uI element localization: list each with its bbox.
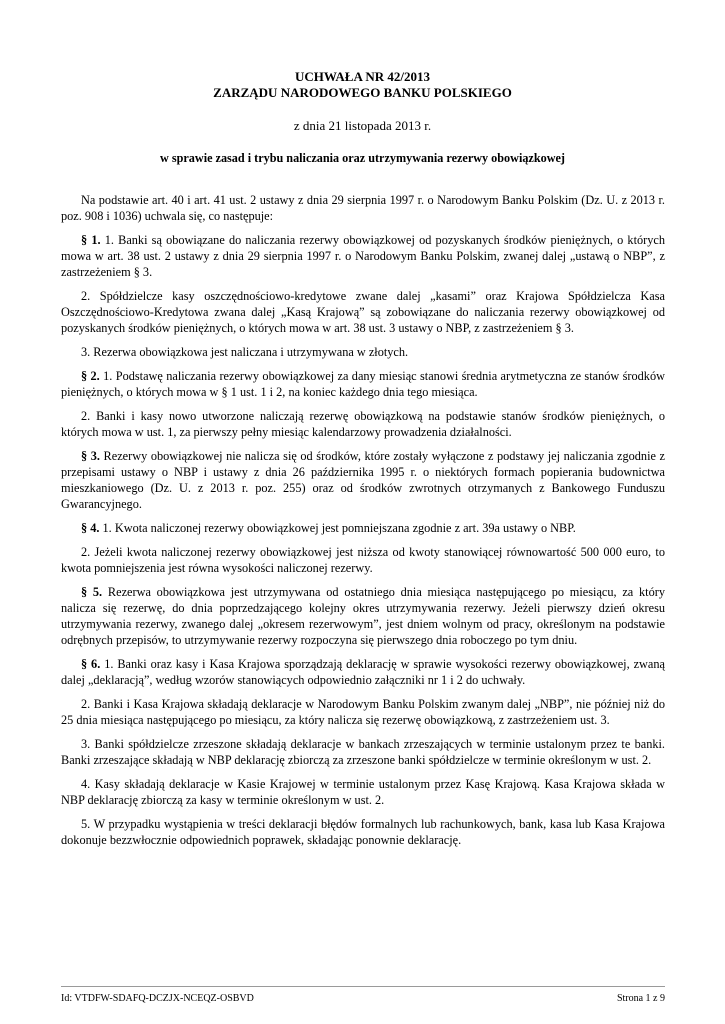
paragraph-s2-2: 2. Banki i kasy nowo utworzone naliczają rezerwę obowiązkową na podstawie stanów środków pieniężnych, o których mowa w ust. 1, za pierwszy pełny miesiąc kalendarzowy prowadzenia działalności. xyxy=(61,409,665,439)
paragraph-s6-5: 5. W przypadku wystąpienia w treści deklaracji błędów formalnych lub rachunkowych, bank, kasa lub Kasa Krajowa dokonuje bezzwłocznie odpowiednich poprawek, składając ponownie deklarację. xyxy=(61,817,665,847)
section-mark: § 1. xyxy=(81,233,101,247)
section-mark: § 3. xyxy=(81,449,100,463)
section-mark: § 6. xyxy=(81,657,101,671)
section-mark: § 5. xyxy=(81,585,103,599)
paragraph-s3: § 3. Rezerwy obowiązkowej nie nalicza się od środków, które zostały wyłączone z podstawy jej naliczania zgodnie z przepisami ustawy o NBP i ustawy z dnia 26 października 1995 r. o niektórych formach popierania budownictwa mieszkaniowego (Dz. U. z 2013 r. poz. 255) oraz od środków zwrotnych otrzymanych z Bankowego Funduszu Gwarancyjnego. xyxy=(61,449,665,511)
paragraph-s5: § 5. Rezerwa obowiązkowa jest utrzymywana od ostatniego dnia miesiąca następującego po miesiącu, za który nalicza się rezerwę, do dnia poprzedzającego kolejny okres utrzymywania rezerwy. Jeżeli pierwszy dzień okresu utrzymywania rezerwy, zwanego dalej „okresem rezerwowym”, jest dniem wolnym od pracy, określonym na podstawie odrębnych przepisów, to utrzymywanie rezerwy rozpoczyna się pierwszego dnia roboczego po tym dniu. xyxy=(61,585,665,647)
paragraph-s6-4: 4. Kasy składają deklaracje w Kasie Krajowej w terminie ustalonym przez Kasę Krajową. Kasa Krajowa składa w NBP deklarację zbiorczą za kasy w terminie określonym w ust. 2. xyxy=(61,777,665,807)
paragraph-s6-2: 2. Banki i Kasa Krajowa składają deklaracje w Narodowym Banku Polskim zwanym dalej „NBP”, nie później niż do 25 dnia miesiąca następującego po miesiącu, za który nalicza się rezerwę obowiązkową, z zastrzeżeniem ust. 3. xyxy=(61,697,665,727)
section-mark: § 2. xyxy=(81,369,100,383)
paragraph-s2-1: § 2. 1. Podstawę naliczania rezerwy obowiązkowej za dany miesiąc stanowi średnia arytmetyczna ze stanów środków pieniężnych, o których mowa w § 1 ust. 1 i 2, na koniec każdego dnia tego miesiąca. xyxy=(61,369,665,399)
document-body xyxy=(61,192,665,856)
paragraph-s1-3: 3. Rezerwa obowiązkowa jest naliczana i utrzymywana w złotych. xyxy=(81,345,409,359)
paragraph-s1-2: 2. Spółdzielcze kasy oszczędnościowo-kredytowe zwane dalej „kasami” oraz Krajowa Spółdzielcza Kasa Oszczędnościowo-Kredytowa zwana dalej „Kasą Krajową” są zobowiązane do naliczania rezerwy obowiązkowej od pozyskanych środków pieniężnych, o których mowa w art. 38 ust. 3 ustawy o NBP, z zastrzeżeniem § 3. xyxy=(61,289,665,335)
paragraph-s6-1: § 6. 1. Banki oraz kasy i Kasa Krajowa sporządzają deklarację w sprawie wysokości rezerwy obowiązkowej, zwaną dalej „deklaracją”, według wzorów stanowiących odpowiednio załączniki nr 1 i 2 do uchwały. xyxy=(61,657,665,687)
resolution-number: UCHWAŁA NR 42/2013 xyxy=(294,69,431,84)
document-id: Id: VTDFW-SDAFQ-DCZJX-NCEQZ-OSBVD xyxy=(61,993,254,1004)
paragraph-s4-2: 2. Jeżeli kwota naliczonej rezerwy obowiązkowej jest niższa od kwoty stanowiącej równowartość 500 000 euro, to kwota pomniejszenia jest równa wysokości naliczonej rezerwy. xyxy=(61,545,665,575)
footer-divider xyxy=(61,986,665,987)
section-mark: § 4. xyxy=(81,521,100,535)
paragraph-s6-3: 3. Banki spółdzielcze zrzeszone składają deklaracje w bankach zrzeszających w terminie ustalonym przez te banki. Banki zrzeszające składają w NBP deklarację zbiorczą za zrzeszone banki spółdzielcze w terminie określonym w ust. 2. xyxy=(61,737,665,767)
paragraph-s4-1: § 4. 1. Kwota naliczonej rezerwy obowiązkowej jest pomniejszana zgodnie z art. 39a ustawy o NBP. xyxy=(81,521,576,535)
page-number: Strona 1 z 9 xyxy=(616,993,665,1004)
resolution-date: z dnia 21 listopada 2013 r. xyxy=(293,118,432,133)
paragraph-s1-1: § 1. 1. Banki są obowiązane do naliczania rezerwy obowiązkowej od pozyskanych środków pieniężnych, o których mowa w art. 38 ust. 2 ustawy z dnia 29 sierpnia 1997 r. o Narodowym Banku Polskim, zwanej dalej „ustawą o NBP”, z zastrzeżeniem § 3. xyxy=(61,233,665,279)
resolution-subject: w sprawie zasad i trybu naliczania oraz utrzymywania rezerwy obowiązkowej xyxy=(160,151,565,165)
issuing-body: ZARZĄDU NARODOWEGO BANKU POLSKIEGO xyxy=(213,85,512,100)
paragraph-preamble: Na podstawie art. 40 i art. 41 ust. 2 ustawy z dnia 29 sierpnia 1997 r. o Narodowym Banku Polskim (Dz. U. z 2013 r. poz. 908 i 1036) uchwala się, co następuje: xyxy=(61,193,665,223)
